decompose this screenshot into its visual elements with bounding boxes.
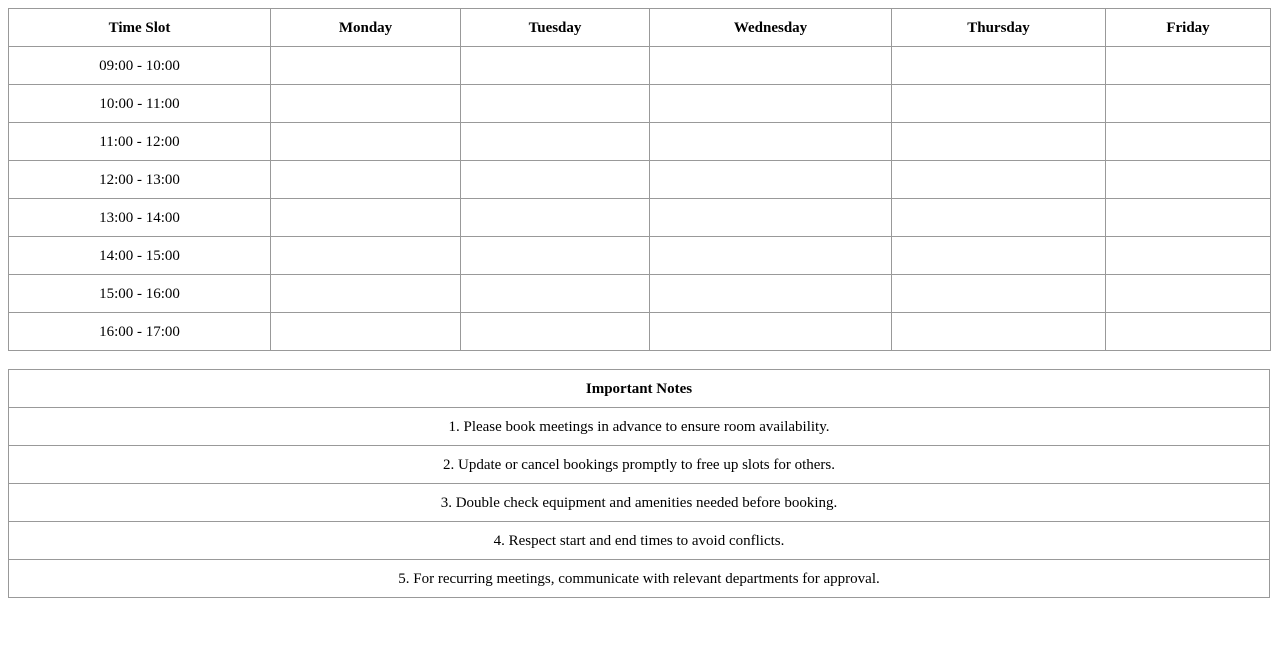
table-row: [9, 161, 1271, 199]
slot-cell-friday[interactable]: [1106, 123, 1271, 161]
slot-cell-wednesday[interactable]: [650, 123, 892, 161]
note-row: [9, 408, 1270, 446]
slot-cell-monday[interactable]: [271, 199, 461, 237]
slot-cell-tuesday[interactable]: [461, 47, 650, 85]
slot-cell-thursday[interactable]: [892, 275, 1106, 313]
time-slot-cell: 14:00 - 15:00: [9, 237, 271, 275]
table-row: [9, 123, 1271, 161]
slot-cell-wednesday[interactable]: [650, 275, 892, 313]
note-row: [9, 522, 1270, 560]
slot-cell-thursday[interactable]: [892, 199, 1106, 237]
slot-cell-thursday[interactable]: [892, 85, 1106, 123]
slot-cell-monday[interactable]: [271, 161, 461, 199]
slot-cell-wednesday[interactable]: [650, 199, 892, 237]
notes-table: [8, 369, 1270, 598]
slot-cell-thursday[interactable]: [892, 123, 1106, 161]
table-row: [9, 47, 1271, 85]
time-slot-cell: 13:00 - 14:00: [9, 199, 271, 237]
header-time-slot: Time Slot: [9, 9, 271, 47]
note-item: 1. Please book meetings in advance to ensure room availability.: [9, 408, 1270, 446]
slot-cell-wednesday[interactable]: [650, 161, 892, 199]
slot-cell-friday[interactable]: [1106, 161, 1271, 199]
notes-header-row: [9, 370, 1270, 408]
header-monday: Monday: [271, 9, 461, 47]
slot-cell-friday[interactable]: [1106, 85, 1271, 123]
slot-cell-monday[interactable]: [271, 47, 461, 85]
slot-cell-thursday[interactable]: [892, 313, 1106, 351]
slot-cell-thursday[interactable]: [892, 47, 1106, 85]
header-tuesday: Tuesday: [461, 9, 650, 47]
schedule-header-row: [9, 9, 1271, 47]
slot-cell-monday[interactable]: [271, 313, 461, 351]
slot-cell-tuesday[interactable]: [461, 123, 650, 161]
table-row: [9, 85, 1271, 123]
time-slot-cell: 16:00 - 17:00: [9, 313, 271, 351]
slot-cell-tuesday[interactable]: [461, 237, 650, 275]
table-row: [9, 237, 1271, 275]
table-row: [9, 275, 1271, 313]
note-row: [9, 560, 1270, 598]
slot-cell-monday[interactable]: [271, 275, 461, 313]
note-item: 3. Double check equipment and amenities needed before booking.: [9, 484, 1270, 522]
note-row: [9, 484, 1270, 522]
time-slot-cell: 15:00 - 16:00: [9, 275, 271, 313]
slot-cell-wednesday[interactable]: [650, 237, 892, 275]
slot-cell-thursday[interactable]: [892, 237, 1106, 275]
slot-cell-friday[interactable]: [1106, 237, 1271, 275]
table-row: [9, 313, 1271, 351]
slot-cell-monday[interactable]: [271, 237, 461, 275]
time-slot-cell: 10:00 - 11:00: [9, 85, 271, 123]
header-friday: Friday: [1106, 9, 1271, 47]
slot-cell-wednesday[interactable]: [650, 313, 892, 351]
slot-cell-monday[interactable]: [271, 85, 461, 123]
time-slot-cell: 09:00 - 10:00: [9, 47, 271, 85]
header-wednesday: Wednesday: [650, 9, 892, 47]
slot-cell-thursday[interactable]: [892, 161, 1106, 199]
slot-cell-friday[interactable]: [1106, 199, 1271, 237]
time-slot-cell: 11:00 - 12:00: [9, 123, 271, 161]
slot-cell-wednesday[interactable]: [650, 47, 892, 85]
table-row: [9, 199, 1271, 237]
header-thursday: Thursday: [892, 9, 1106, 47]
note-item: 5. For recurring meetings, communicate with relevant departments for approval.: [9, 560, 1270, 598]
note-item: 2. Update or cancel bookings promptly to free up slots for others.: [9, 446, 1270, 484]
slot-cell-tuesday[interactable]: [461, 199, 650, 237]
schedule-table: [8, 8, 1271, 351]
note-item: 4. Respect start and end times to avoid conflicts.: [9, 522, 1270, 560]
slot-cell-monday[interactable]: [271, 123, 461, 161]
slot-cell-friday[interactable]: [1106, 313, 1271, 351]
slot-cell-friday[interactable]: [1106, 47, 1271, 85]
slot-cell-friday[interactable]: [1106, 275, 1271, 313]
notes-title: Important Notes: [9, 370, 1270, 408]
note-row: [9, 446, 1270, 484]
schedule-body: [9, 47, 1271, 351]
time-slot-cell: 12:00 - 13:00: [9, 161, 271, 199]
notes-body: [9, 408, 1270, 598]
slot-cell-tuesday[interactable]: [461, 275, 650, 313]
slot-cell-tuesday[interactable]: [461, 313, 650, 351]
slot-cell-tuesday[interactable]: [461, 161, 650, 199]
slot-cell-tuesday[interactable]: [461, 85, 650, 123]
slot-cell-wednesday[interactable]: [650, 85, 892, 123]
